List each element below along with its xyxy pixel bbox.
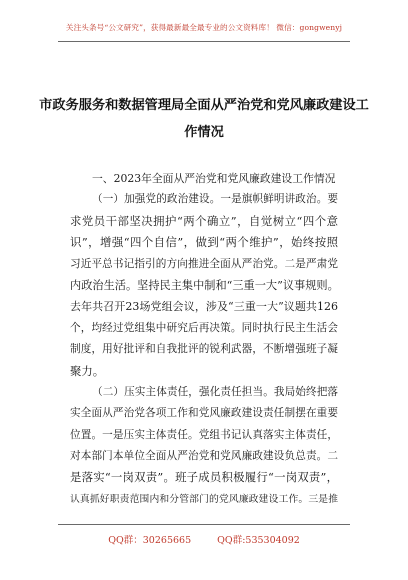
header-divider: [58, 41, 350, 42]
body-line: 聚力。: [70, 363, 105, 378]
document-body: [70, 168, 338, 510]
header-note: 关注头条号“公文研究”，获得最新最全最专业的公文资料库！ 微信：gongwenyj: [65, 23, 343, 32]
body-line: （一）加强党的政治建设。一是旗帜鲜明讲政治。要: [92, 193, 338, 206]
body-line: 内政治生活。坚持民主集中制和“三重一大”议事规则。: [70, 278, 339, 292]
body-line: 制度，用好批评和自我批评的锐利武器，不断增强班子凝: [70, 343, 338, 356]
footer-divider: [58, 524, 350, 525]
body-line: 习近平总书记指引的方向推进全面从严治党。二是严肃党: [70, 257, 338, 270]
body-line: 去年共召开23场党组会议，涉及“三重一大”议题共126: [70, 300, 338, 314]
body-line: 是落实“一岗双责”。班子成员积极履行“一岗双责”，: [70, 470, 338, 485]
footer-note: [0, 532, 408, 546]
footer-qq-group-1: QQ群：30265665: [108, 535, 192, 546]
body-line: 个，均经过党组集中研究后再决策。同时执行民主生活会: [70, 321, 338, 334]
body-line: 认真抓好职责范围内和分管部门的党风廉政建设工作。三是推: [70, 493, 338, 505]
footer-qq-group-2: QQ群:535304092: [217, 535, 300, 546]
body-line: 识”，增强“四个自信”，做到“两个维护”，始终按照: [70, 235, 338, 250]
body-line: 位置。一是压实主体责任。党组书记认真落实主体责任，: [70, 428, 338, 441]
body-line: 求党员干部坚决拥护“两个确立”，自觉树立“四个意: [70, 213, 338, 228]
body-line: 实全面从严治党各项工作和党风廉政建设责任制摆在重要: [70, 407, 338, 420]
document-title-line-2: 作情况: [184, 125, 224, 140]
section-heading: 一、2023年全面从严治党和党风廉政建设工作情况: [92, 172, 336, 185]
body-line: 对本部门本单位全面从严治党和党风廉政建设负总责。二: [70, 450, 338, 463]
document-title-line-1: 市政务服务和数据管理局全面从严治党和党风廉政建设工: [39, 98, 369, 113]
body-line: （二）压实主体责任，强化责任担当。我局始终把落: [92, 385, 338, 398]
